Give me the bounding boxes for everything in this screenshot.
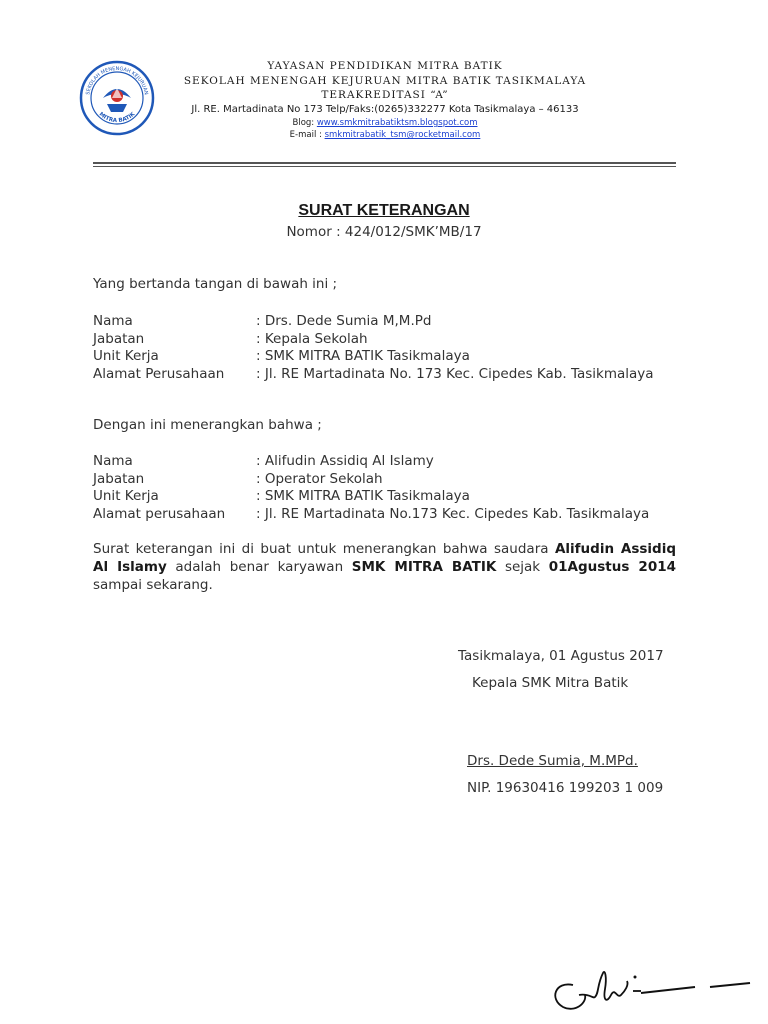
field-label: Nama bbox=[93, 313, 133, 329]
email-line bbox=[180, 130, 590, 140]
field-label: Jabatan bbox=[93, 471, 145, 487]
field-label: Jabatan bbox=[93, 331, 145, 347]
document-number: Nomor : 424/012/SMK’MB/17 bbox=[286, 224, 482, 240]
statement-text: sejak bbox=[496, 559, 549, 575]
field-label: Alamat Perusahaan bbox=[93, 366, 225, 382]
field-value: : SMK MITRA BATIK Tasikmalaya bbox=[256, 488, 470, 504]
signer-name: Drs. Dede Sumia, M.MPd. bbox=[467, 753, 638, 769]
email-link[interactable]: smkmitrabatik_tsm@rocketmail.com bbox=[324, 130, 481, 140]
signer-role: Kepala SMK Mitra Batik bbox=[472, 675, 629, 691]
statement-line-1 bbox=[93, 540, 676, 558]
field-value: : Jl. RE Martadinata No. 173 Kec. Cipedes Kab. Tasikmalaya bbox=[256, 366, 654, 382]
subject-unit-row bbox=[93, 488, 693, 506]
start-date-bold: 01Agustus 2014 bbox=[548, 559, 676, 575]
intro-text: Yang bertanda tangan di bawah ini ; bbox=[93, 276, 338, 292]
school-logo bbox=[79, 60, 155, 136]
signer-unit-row bbox=[93, 348, 693, 366]
logo-text-bottom: MITRA BATIK bbox=[97, 111, 137, 125]
school-address: Jl. RE. Martadinata No 173 Telp/Faks:(0265)332277 Kota Tasikmalaya – 46133 bbox=[191, 104, 579, 115]
field-value: : Operator Sekolah bbox=[256, 471, 383, 487]
header-divider-thin bbox=[93, 166, 676, 167]
place-date: Tasikmalaya, 01 Agustus 2017 bbox=[458, 648, 664, 664]
subject-position-row bbox=[93, 471, 693, 489]
statement-line-3 bbox=[93, 576, 676, 594]
subject-name-bold: Al Islamy bbox=[93, 559, 167, 575]
statement-text: Surat keterangan ini di buat untuk menerangkan bahwa saudara bbox=[93, 541, 555, 557]
handwritten-signature bbox=[545, 955, 760, 1017]
logo-text-top: SEKOLAH MENENGAH KEJURUAN bbox=[85, 65, 149, 96]
field-value: : Jl. RE Martadinata No.173 Kec. Cipedes Kab. Tasikmalaya bbox=[256, 506, 650, 522]
foundation-name: YAYASAN PENDIDIKAN MITRA BATIK bbox=[267, 60, 503, 72]
field-value: : Kepala Sekolah bbox=[256, 331, 368, 347]
blog-link[interactable]: www.smkmitrabatiktsm.blogspot.com bbox=[316, 118, 478, 128]
statement-line-2 bbox=[93, 558, 676, 576]
header-divider bbox=[93, 162, 676, 164]
signer-name-row bbox=[93, 313, 693, 331]
field-value: : Alifudin Assidiq Al Islamy bbox=[256, 453, 434, 469]
document-title: SURAT KETERANGAN bbox=[298, 202, 470, 219]
school-name: SEKOLAH MENENGAH KEJURUAN MITRA BATIK TASIKMALAYA bbox=[183, 75, 587, 87]
statement-paragraph bbox=[93, 540, 676, 594]
field-value: : Drs. Dede Sumia M,M.Pd bbox=[256, 313, 432, 329]
organization-bold: SMK MITRA BATIK bbox=[351, 559, 497, 575]
field-label: Unit Kerja bbox=[93, 348, 159, 364]
subject-name-bold: Alifudin Assidiq bbox=[554, 541, 677, 557]
section2-intro: Dengan ini menerangkan bahwa ; bbox=[93, 417, 322, 433]
subject-name-row bbox=[93, 453, 693, 471]
email-label: E-mail : bbox=[289, 130, 322, 140]
signer-nip: NIP. 19630416 199203 1 009 bbox=[467, 780, 664, 796]
signer-position-row bbox=[93, 331, 693, 349]
subject-address-row bbox=[93, 506, 693, 524]
statement-text: adalah benar karyawan bbox=[166, 559, 352, 575]
field-label: Alamat perusahaan bbox=[93, 506, 226, 522]
field-label: Unit Kerja bbox=[93, 488, 159, 504]
blog-line bbox=[180, 118, 590, 128]
accreditation: TERAKREDITASI “A” bbox=[321, 89, 449, 101]
statement-text: sampai sekarang. bbox=[93, 577, 213, 593]
field-label: Nama bbox=[93, 453, 133, 469]
signer-address-row bbox=[93, 366, 693, 384]
field-value: : SMK MITRA BATIK Tasikmalaya bbox=[256, 348, 470, 364]
blog-label: Blog: bbox=[292, 118, 315, 128]
